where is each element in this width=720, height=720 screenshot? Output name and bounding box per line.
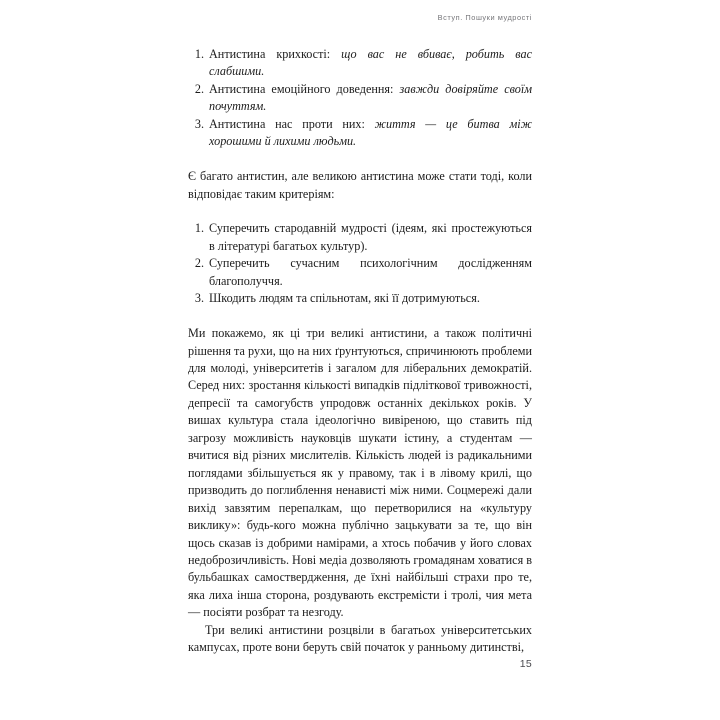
list-marker: 1. (194, 221, 204, 236)
criteria-list (188, 220, 532, 307)
list-item-lead: Антистина нас проти них: (209, 116, 365, 131)
text-block (188, 46, 532, 657)
list-item-text: Суперечить стародавній мудрості (ідеям, які простежуються в літературі багатьох культур). (209, 221, 532, 253)
list-item (188, 116, 532, 151)
list-item (188, 290, 532, 307)
list-marker: 3. (194, 291, 204, 306)
list-item (188, 220, 532, 255)
list-item (188, 255, 532, 290)
page-number: 15 (519, 658, 532, 670)
list-item-italic: життя — це битва між хорошими й лихими людьми. (209, 116, 533, 149)
list-item-lead: Антистина крихкості: (209, 47, 331, 61)
list-marker: 2. (194, 256, 204, 271)
criteria-intro-paragraph: Є багато антистин, але великою антистина може стати тоді, коли відповідає таким критеріям: (188, 169, 532, 201)
list-marker: 3. (194, 116, 204, 131)
list-item-text: Суперечить сучасним психологічним дослідженням благополуччя. (209, 256, 532, 288)
untruths-list (188, 46, 532, 151)
list-item (188, 81, 532, 116)
list-marker: 1. (194, 47, 204, 61)
body-paragraph: Три великі антистини розцвіли в багатьох університетських кампусах, проте вони беруть свій початок у ранньому дитинстві, (188, 622, 532, 655)
list-marker: 2. (194, 81, 204, 96)
list-item (188, 46, 532, 81)
list-item-lead: Антистина емоційного доведення: (209, 81, 394, 96)
list-item-italic: завжди довіряйте своїм почуттям. (209, 81, 533, 114)
list-item-italic: що вас не вбиває, робить вас слабшими. (209, 47, 533, 79)
list-item-text: Шкодить людям та спільнотам, які її дотримуються. (209, 291, 480, 306)
body-paragraph: Ми покажемо, як ці три великі антистини, а також політичні рішення та рухи, що на них ґрунтуються, спричинюють проблеми для молоді, університетів і загалом для ліберальних демократій. Серед них: зростання кількості випадків підліткової тривожності, депресії та самогубств упродовж останніх декількох років. У вишах культура стала ідеологічно вивіреною, що ставить під загрозу можливість науковців шукати істину, а студентам — вчитися від різних мислителів. Кількість людей із радикальними поглядами збільшується як у правому, так і в лівому крилі, що призводить до поглиблення ненависті між ними. Соцмережі дали вихід завзятим перепалкам, що перетворилися на «культуру виклику»: будь-кого можна публічно зацькувати за те, що він щось сказав із добрими намірами, а хтось побачив у його словах недоброзичливість. Нові медіа дозволяють громадянам ховатися в бульбашках самоствердження, де їхні найбільші страхи про те, яка лиха інша сторона, роздувають екстремісти і тролі, чия мета — посіяти розбрат та незгоду. (188, 326, 532, 620)
running-head: Вступ. Пошуки мудрості (437, 13, 532, 22)
